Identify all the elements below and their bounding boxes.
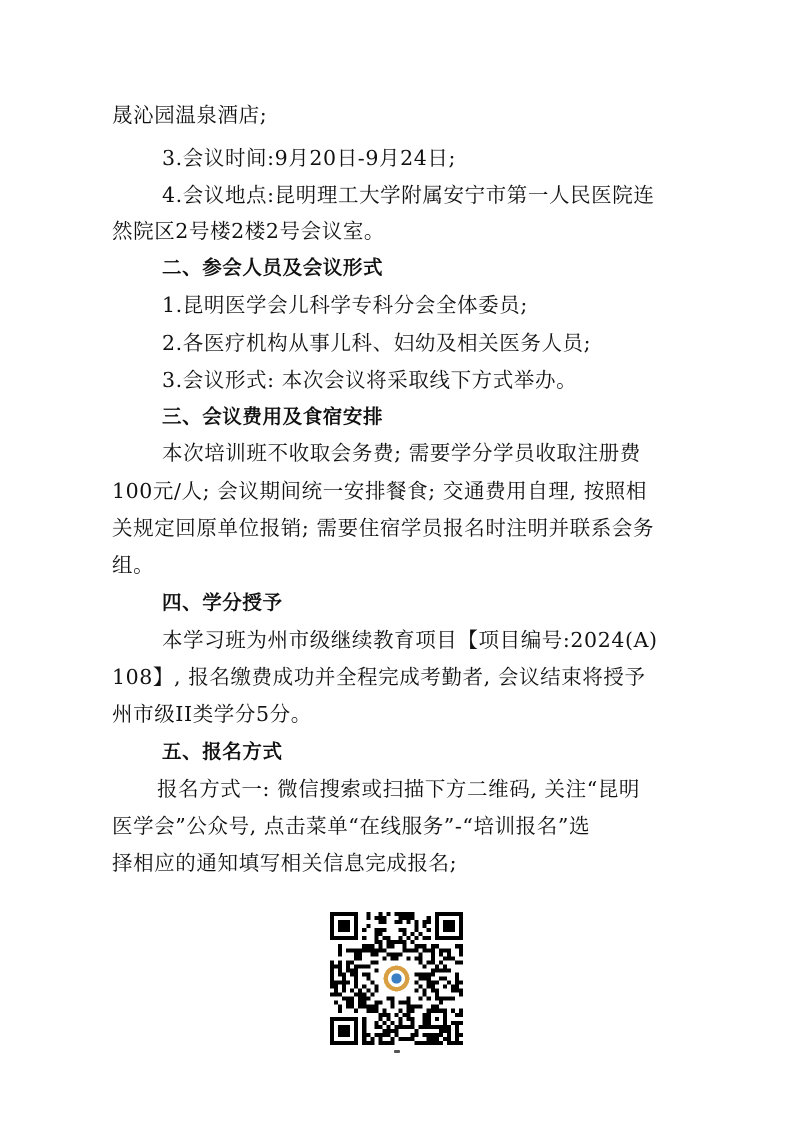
text-line-meeting-location: 4.会议地点:昆明理工大学附属安宁市第一人民医院连 <box>162 183 655 207</box>
text-line-fees-4: 组。 <box>112 553 155 577</box>
text-line-credits-3: 州市级II类学分5分。 <box>112 702 312 726</box>
text-line-fees-2: 100元/人; 会议期间统一安排餐食; 交通费用自理, 按照相 <box>112 479 648 503</box>
text-line-attendee-committee: 1.昆明医学会儿科学专科分会全体委员; <box>162 293 528 317</box>
medical-association-logo-icon <box>382 964 410 992</box>
text-line-fees-3: 关规定回原单位报销; 需要住宿学员报名时注明并联系会务 <box>112 516 655 540</box>
section-heading-attendees: 二、参会人员及会议形式 <box>162 256 384 279</box>
section-heading-credits: 四、学分授予 <box>162 591 283 614</box>
qr-code-icon[interactable] <box>330 912 463 1045</box>
text-line-fees-1: 本次培训班不收取会务费; 需要学分学员收取注册费 <box>162 441 641 465</box>
qr-code-graphic <box>330 912 463 1045</box>
text-line-registration-1: 报名方式一: 微信搜索或扫描下方二维码, 关注“昆明 <box>157 777 641 801</box>
page-mark <box>394 1050 400 1053</box>
text-line-attendee-staff: 2.各医疗机构从事儿科、妇幼及相关医务人员; <box>162 331 592 355</box>
text-line-meeting-time: 3.会议时间:9月20日-9月24日; <box>162 146 456 170</box>
text-line-meeting-format: 3.会议形式: 本次会议将采取线下方式举办。 <box>162 368 578 392</box>
text-line-credits-2: 108】, 报名缴费成功并全程完成考勤者, 会议结束将授予 <box>112 665 646 689</box>
text-line-meeting-room: 然院区2号楼2楼2号会议室。 <box>112 219 386 243</box>
text-line-registration-3: 择相应的通知填写相关信息完成报名; <box>112 851 458 875</box>
text-line-registration-2: 医学会”公众号, 点击菜单“在线服务”-“培训报名”选 <box>112 814 591 838</box>
text-line-hotel: 晟沁园温泉酒店; <box>112 103 268 127</box>
section-heading-registration: 五、报名方式 <box>162 740 283 763</box>
section-heading-fees: 三、会议费用及食宿安排 <box>162 405 384 428</box>
text-line-credits-1: 本学习班为州市级继续教育项目【项目编号:2024(A) <box>162 628 658 652</box>
